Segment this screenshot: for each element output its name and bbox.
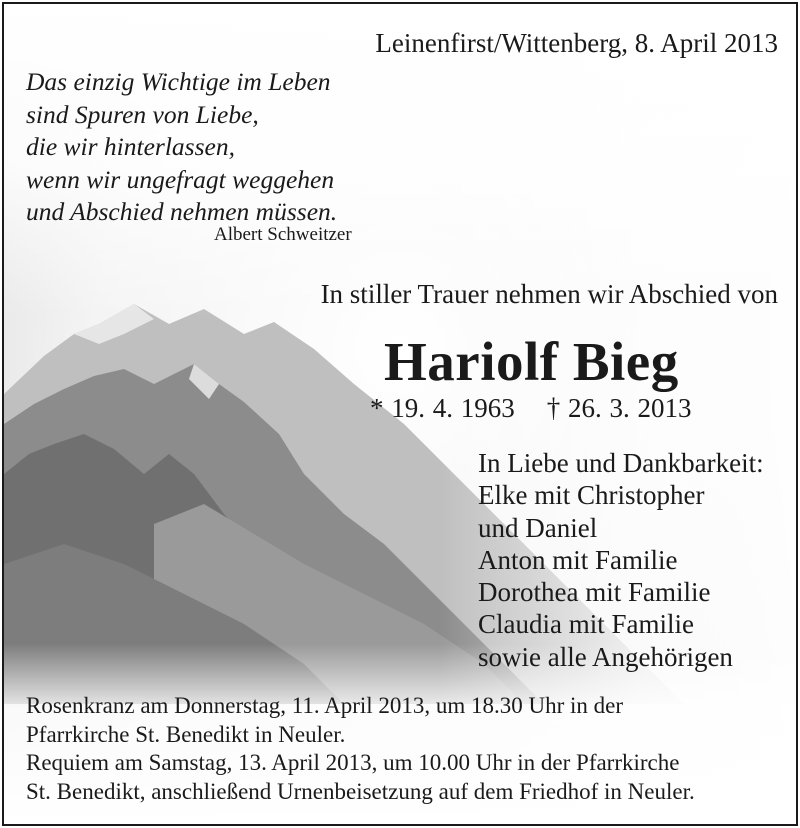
mourners-heading: In Liebe und Dankbarkeit: bbox=[478, 448, 764, 478]
deceased-name: Hariolf Bieg bbox=[384, 331, 679, 392]
quote-line: die wir hinterlassen, bbox=[26, 132, 235, 162]
service-details bbox=[26, 692, 695, 806]
quote-line: und Abschied nehmen müssen. bbox=[26, 197, 338, 227]
place-and-date: Leinenfirst/Wittenberg, 8. April 2013 bbox=[375, 28, 778, 58]
mourners-list bbox=[478, 447, 764, 673]
quote-line: Das einzig Wichtige im Leben bbox=[26, 67, 331, 96]
service-line: St. Benedikt, anschließend Urnenbeisetzung auf dem Friedhof in Neuler. bbox=[26, 778, 695, 804]
quote-author: Albert Schweitzer bbox=[214, 224, 352, 245]
quote-line: wenn wir ungefragt weggehen bbox=[26, 164, 335, 194]
obituary-notice bbox=[2, 2, 798, 826]
service-line: Pfarrkirche St. Benedikt in Neuler. bbox=[26, 721, 346, 747]
birth-date: * 19. 4. 1963 bbox=[370, 393, 515, 423]
quote-line: sind Spuren von Liebe, bbox=[26, 99, 259, 129]
mourner-entry: und Daniel bbox=[478, 512, 598, 543]
service-line: Rosenkranz am Donnerstag, 11. April 2013, um 18.30 Uhr in der bbox=[26, 693, 624, 718]
life-dates bbox=[370, 395, 692, 422]
mourner-entry: Elke mit Christopher bbox=[478, 480, 705, 511]
mourner-entry: Anton mit Familie bbox=[478, 544, 678, 575]
quote bbox=[26, 66, 337, 229]
service-line: Requiem am Samstag, 13. April 2013, um 10.00 Uhr in der Pfarrkirche bbox=[26, 750, 680, 776]
intro-line: In stiller Trauer nehmen wir Abschied von bbox=[320, 279, 778, 309]
mourner-entry: sowie alle Angehörigen bbox=[478, 641, 733, 672]
mourner-entry: Claudia mit Familie bbox=[478, 609, 694, 640]
mourner-entry: Dorothea mit Familie bbox=[478, 577, 711, 608]
death-date: † 26. 3. 2013 bbox=[546, 393, 692, 423]
